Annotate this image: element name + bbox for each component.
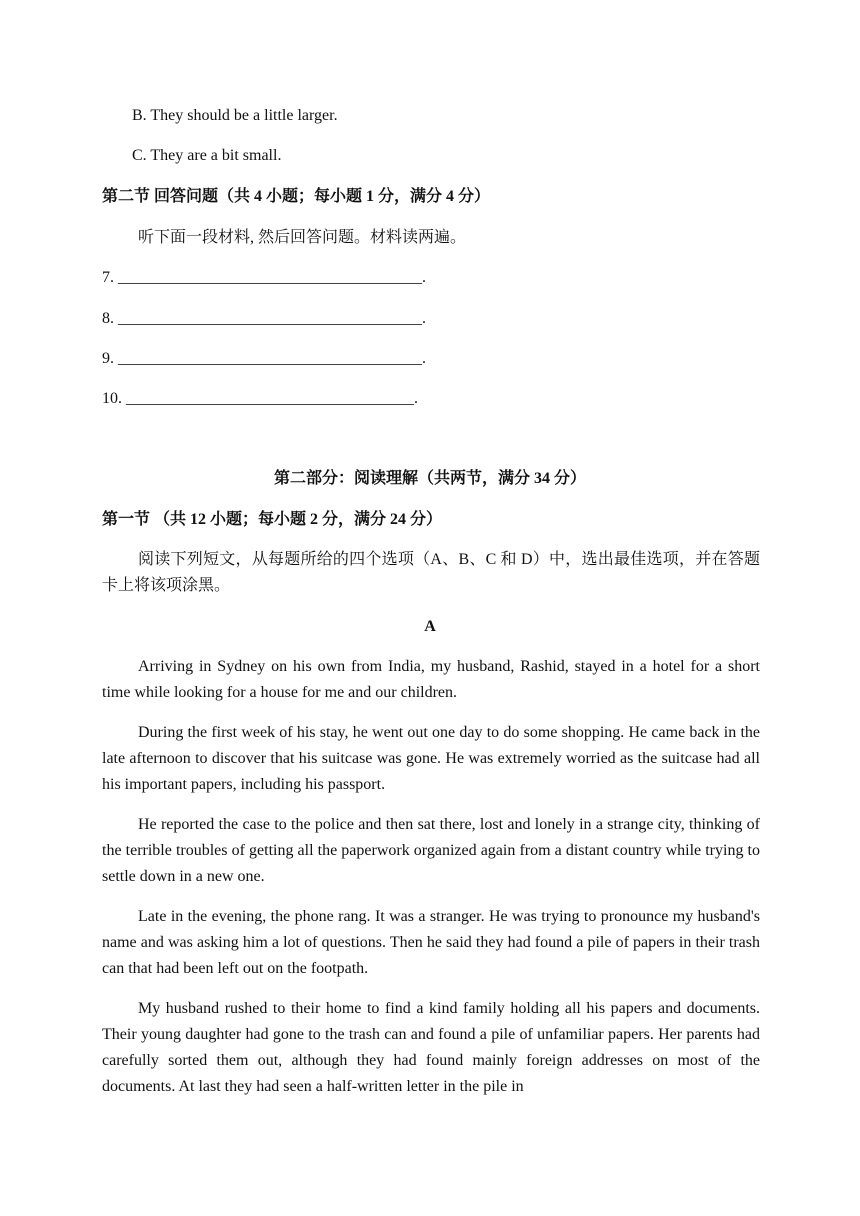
answer-blank-8: 8. ______________________________________. [102, 310, 426, 327]
answer-blank-9: 9. ______________________________________. [102, 350, 426, 367]
answer-blank-10: 10. ____________________________________. [102, 390, 418, 407]
passage-label: A [424, 618, 436, 635]
passage-paragraph-5: My husband rushed to their home to find a kind family holding all his papers and documents. Their young daughter had gone to the trash can and found a pile of unfamiliar papers. Her parents had carefully sorted them out, although they had found mainly foreign addresses on most of the documents. At last they had seen a half-written letter in the pile in [102, 1000, 760, 1095]
part2-heading: 第二部分：阅读理解（共两节，满分 34 分） [273, 470, 586, 487]
passage-paragraph-2: During the first week of his stay, he went out one day to do some shopping. He came back in the late afternoon to discover that his suitcase was gone. He was extremely worried as the suitcase had all his important papers, including his passport. [102, 724, 760, 793]
passage-paragraph-4: Late in the evening, the phone rang. It was a stranger. He was trying to pronounce my husband's name and was asking him a lot of questions. Then he said they had found a pile of papers in their trash can that had been left out on the footpath. [102, 908, 760, 977]
section1-heading: 第一节 （共 12 小题；每小题 2 分，满分 24 分） [102, 511, 443, 528]
passage-paragraph-1: Arriving in Sydney on his own from India, my husband, Rashid, stayed in a hotel for a short time while looking for a house for me and our children. [102, 658, 760, 701]
option-c: C. They are a bit small. [132, 147, 282, 164]
section2-heading: 第二节 回答问题（共 4 小题；每小题 1 分，满分 4 分） [102, 188, 491, 205]
answer-blank-7: 7. ______________________________________. [102, 269, 426, 286]
reading-instruction: 阅读下列短文，从每题所给的四个选项（A、B、C 和 D）中，选出最佳选项，并在答题卡上将该项涂黑。 [102, 551, 760, 594]
section2-instruction: 听下面一段材料, 然后回答问题。材料读两遍。 [138, 229, 467, 246]
passage-paragraph-3: He reported the case to the police and then sat there, lost and lonely in a strange city, thinking of the terrible troubles of getting all the paperwork organized again from a distant country while trying to settle down in a new one. [102, 816, 760, 885]
option-b: B. They should be a little larger. [132, 107, 338, 124]
